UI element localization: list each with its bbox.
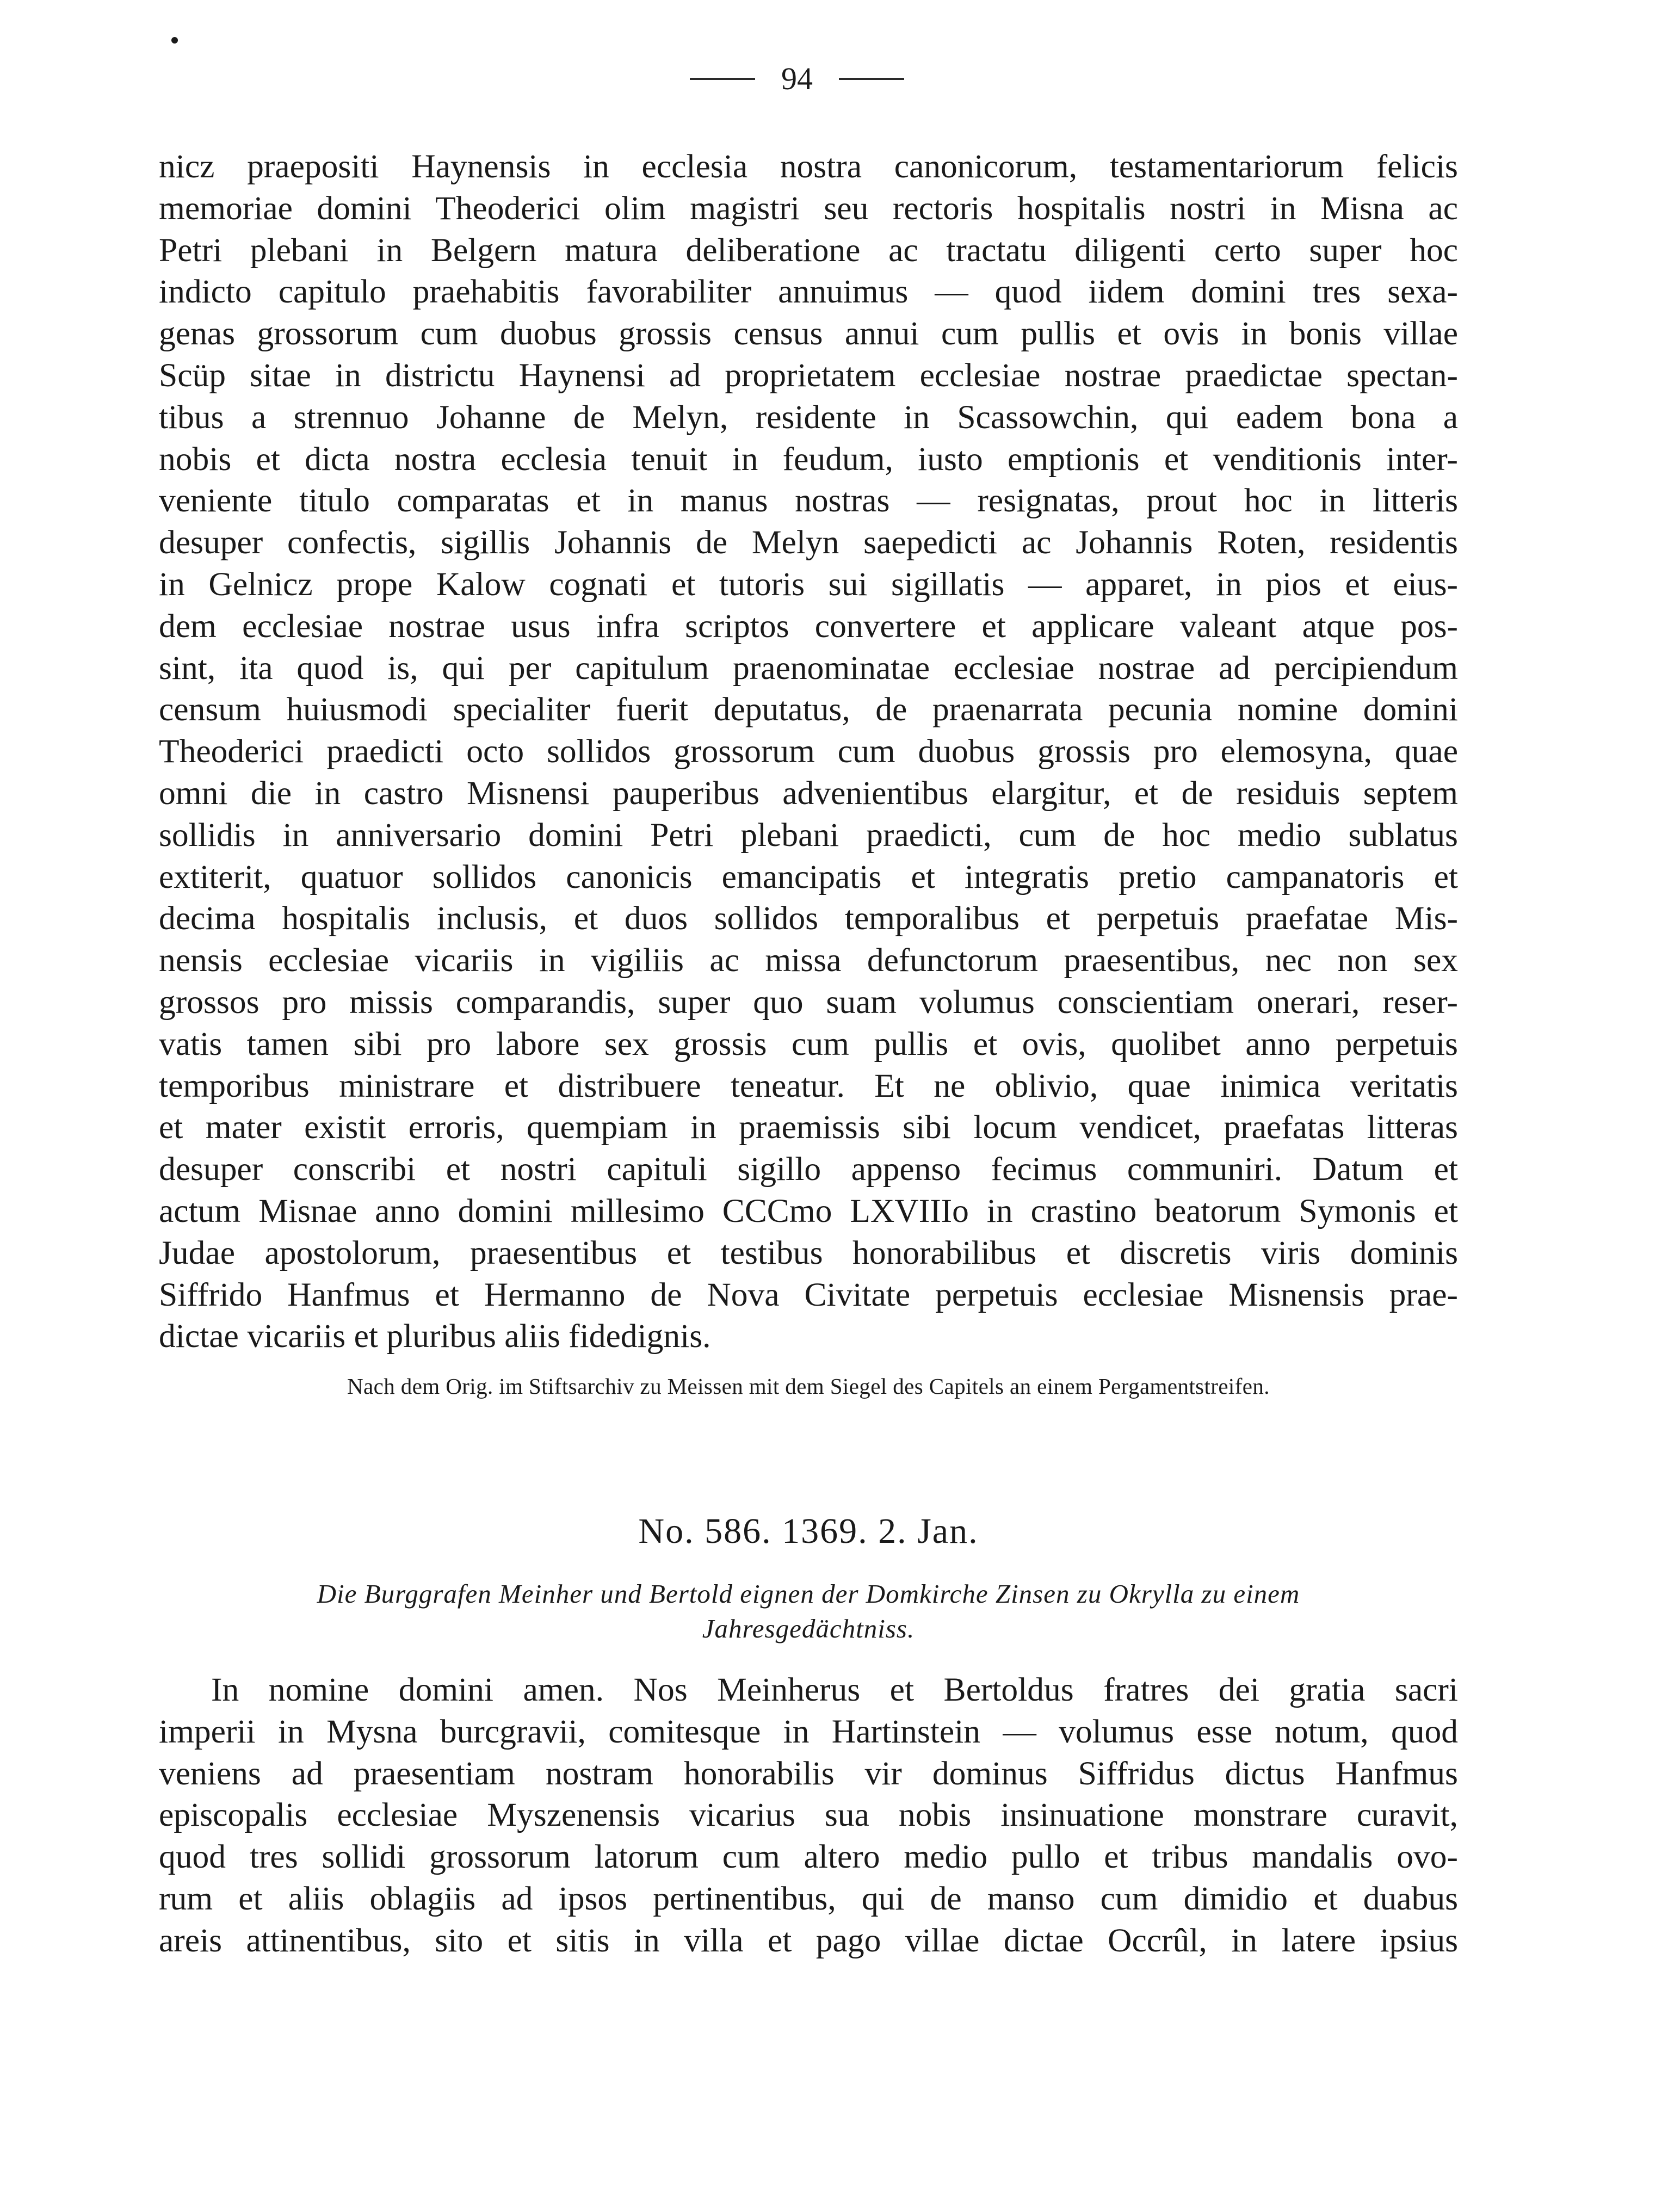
text-line: Petri plebani in Belgern matura deliberatione ac tractatu diligenti certo super hoc xyxy=(159,231,1458,269)
text-line: vatis tamen sibi pro labore sex grossis cum pullis et ovis, quolibet anno perpetuis xyxy=(159,1025,1458,1062)
text-line: rum et aliis oblagiis ad ipsos pertinentibus, qui de manso cum dimidio et duabus xyxy=(159,1880,1458,1917)
charter-text-586 xyxy=(159,1669,1458,1962)
text-line: et mater existit erroris, quempiam in praemissis sibi locum vendicet, praefatas litteras xyxy=(159,1109,1458,1146)
text-line: veniente titulo comparatas et in manus nostras — resignatas, prout hoc in litteris xyxy=(159,482,1458,520)
text-line: Theoderici praedicti octo sollidos grossorum cum duobus grossis pro elemosyna, quae xyxy=(159,733,1458,770)
text-line: grossos pro missis comparandis, super quo suam volumus conscientiam onerari, reser- xyxy=(159,983,1458,1021)
document-heading: No. 586. 1369. 2. Jan. xyxy=(638,1511,979,1551)
text-line: Scüp sitae in districtu Haynensi ad proprietatem ecclesiae nostrae praedictae spectan- xyxy=(159,356,1458,394)
text-line: sollidis in anniversario domini Petri plebani praedicti, cum de hoc medio sublatus xyxy=(159,816,1458,854)
header-rule-left xyxy=(690,78,755,80)
header-rule-right xyxy=(839,78,904,80)
text-line: In nomine domini amen. Nos Meinherus et Bertoldus fratres dei gratia sacri xyxy=(211,1671,1458,1708)
text-line: quod tres sollidi grossorum latorum cum altero medio pullo et tribus mandalis ovo- xyxy=(159,1838,1458,1876)
text-line: nensis ecclesiae vicariis in vigiliis ac missa defunctorum praesentibus, nec non sex xyxy=(159,942,1458,979)
text-line: episcopalis ecclesiae Myszenensis vicarius sua nobis insinuatione monstrare curavit, xyxy=(159,1796,1458,1834)
ink-speck xyxy=(171,37,178,44)
text-line: in Gelnicz prope Kalow cognati et tutoris sui sigillatis — apparet, in pios et eius- xyxy=(159,565,1458,603)
text-line: areis attinentibus, sito et sitis in villa et pago villae dictae Occrûl, in latere ipsius xyxy=(159,1921,1458,1959)
text-line: actum Misnae anno domini millesimo CCCmo LXVIIIo in crastino beatorum Symonis et xyxy=(159,1192,1458,1229)
text-line: temporibus ministrare et distribuere teneatur. Et ne oblivio, quae inimica veritatis xyxy=(159,1067,1458,1104)
text-line: Siffrido Hanfmus et Hermanno de Nova Civitate perpetuis ecclesiae Misnensis prae- xyxy=(159,1276,1458,1313)
text-line: imperii in Mysna burcgravii, comitesque in Hartinstein — volumus esse notum, quod xyxy=(159,1713,1458,1750)
text-line: tibus a strennuo Johanne de Melyn, residente in Scassowchin, qui eadem bona a xyxy=(159,398,1458,436)
summary-line: Die Burggrafen Meinher und Bertold eignen der Domkirche Zinsen zu Okrylla zu einem xyxy=(317,1579,1300,1609)
text-line: censum huiusmodi specialiter fuerit deputatus, de praenarrata pecunia nomine domini xyxy=(159,691,1458,728)
text-line: nicz praepositi Haynensis in ecclesia nostra canonicorum, testamentariorum felicis xyxy=(159,148,1458,185)
page-header xyxy=(666,60,928,98)
page-number: 94 xyxy=(781,61,813,96)
text-line: extiterit, quatuor sollidos canonicis emancipatis et integratis pretio campanatoris et xyxy=(159,858,1458,895)
charter-text-continued xyxy=(159,146,1458,1357)
text-line: desuper confectis, sigillis Johannis de Melyn saepedicti ac Johannis Roten, residentis xyxy=(159,524,1458,561)
text-line: sint, ita quod is, qui per capitulum praenominatae ecclesiae nostrae ad percipiendum xyxy=(159,649,1458,687)
text-line: desuper conscribi et nostri capituli sigillo appenso fecimus communiri. Datum et xyxy=(159,1151,1458,1188)
text-line: veniens ad praesentiam nostram honorabilis vir dominus Siffridus dictus Hanfmus xyxy=(159,1754,1458,1792)
text-line: omni die in castro Misnensi pauperibus advenientibus elargitur, et de residuis septem xyxy=(159,774,1458,812)
text-line: memoriae domini Theoderici olim magistri seu rectoris hospitalis nostri in Misna ac xyxy=(159,189,1458,227)
text-line: Judae apostolorum, praesentibus et testibus honorabilibus et discretis viris dominis xyxy=(159,1234,1458,1271)
text-line: indicto capitulo praehabitis favorabiliter annuimus — quod iidem domini tres sexa- xyxy=(159,273,1458,311)
summary-line: Jahresgedächtniss. xyxy=(702,1614,915,1643)
text-line: genas grossorum cum duobus grossis census annui cum pullis et ovis in bonis villae xyxy=(159,315,1458,353)
text-line: decima hospitalis inclusis, et duos sollidos temporalibus et perpetuis praefatae Mis- xyxy=(159,900,1458,937)
source-note: Nach dem Orig. im Stiftsarchiv zu Meissen mit dem Siegel des Capitels an einem Pergamentstreifen. xyxy=(347,1374,1270,1399)
text-line: dem ecclesiae nostrae usus infra scriptos convertere et applicare valeant atque pos- xyxy=(159,607,1458,645)
text-line: dictae vicariis et pluribus aliis fidedignis. xyxy=(159,1318,711,1355)
document-summary xyxy=(159,1577,1458,1646)
text-line: nobis et dicta nostra ecclesia tenuit in feudum, iusto emptionis et venditionis inter- xyxy=(159,440,1458,478)
